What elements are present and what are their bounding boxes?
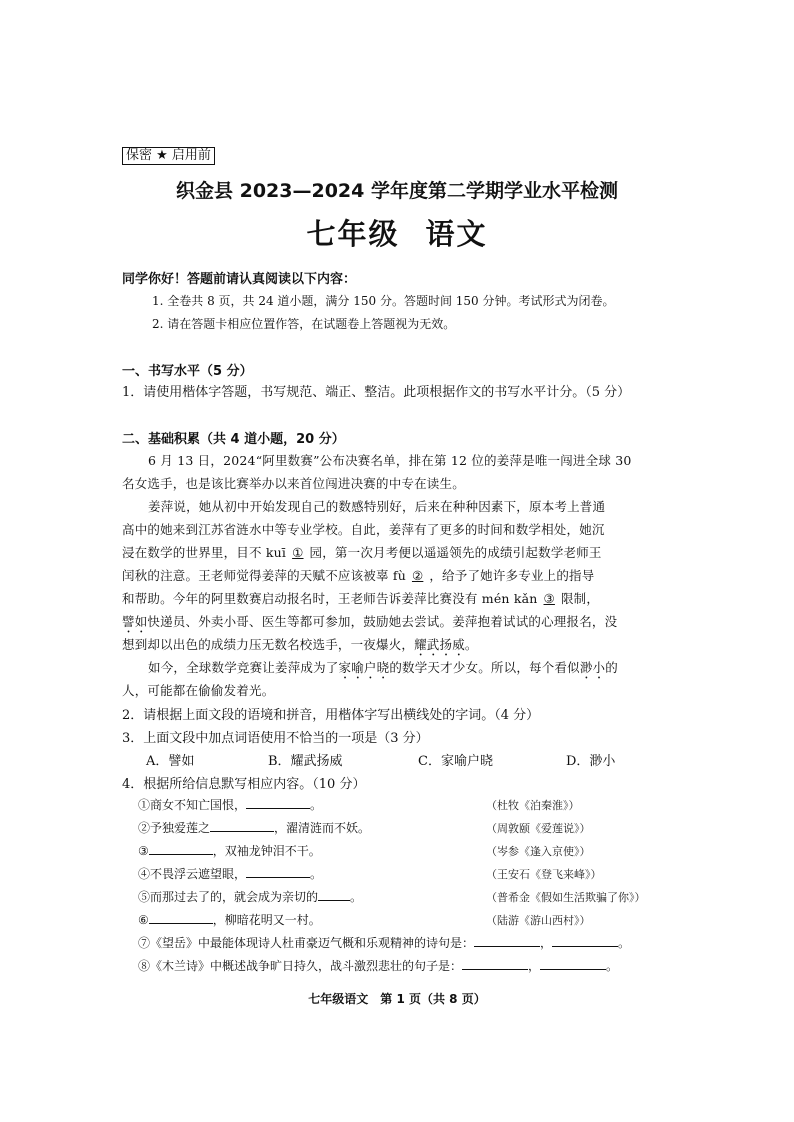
dotted-word-miaoxiao: 渺小 <box>579 660 606 675</box>
recite-item-4: ④不畏浮云遮望眼， 。 <box>138 867 323 881</box>
dotted-word-yaowu: 耀武扬威 <box>414 637 465 652</box>
passage-line: 人，可能都在偷偷发着光。 <box>122 683 275 698</box>
dotted-word-jiayu: 家喻户晓 <box>338 660 390 675</box>
answer-blank[interactable] <box>149 911 213 924</box>
question-3: 3．上面文段中加点词语使用不恰当的一项是（3 分） <box>122 731 429 746</box>
recite-source: （陆游《游山西村》） <box>486 914 591 927</box>
passage-line: 如今，全球数学竞赛让姜萍成为了家喻户晓的数学天才少女。所以，每个看似渺小的 <box>148 660 618 675</box>
recite-source: （周敦颐《爱莲说》） <box>486 822 591 835</box>
instructions-greeting: 同学你好！答题前请认真阅读以下内容： <box>122 272 357 287</box>
recite-source: （岑参《逢入京使》） <box>486 845 591 858</box>
answer-blank[interactable] <box>318 888 350 901</box>
recite-item-2: ②予独爱莲之 ，濯清涟而不妖。 <box>138 821 371 835</box>
question-4: 4．根据所给信息默写相应内容。（10 分） <box>122 777 366 792</box>
answer-blank[interactable] <box>149 842 213 855</box>
question-1: 1．请使用楷体字答题，书写规范、端正、整洁。此项根据作文的书写水平计分。（5 分） <box>122 385 631 400</box>
q3-option-d[interactable]: D．渺小 <box>566 754 616 769</box>
answer-blank[interactable] <box>474 934 540 947</box>
section-1-heading: 一、书写水平（5 分） <box>122 364 253 379</box>
passage-line: 譬如快递员、外卖小哥、医生等都可参加，鼓励她去尝试。姜萍抱着试试的心理报名，没 <box>122 614 618 629</box>
grade-label: 七年级 <box>306 217 400 251</box>
fill-blank-2[interactable]: ② <box>411 568 424 583</box>
dotted-word-piru: 譬如 <box>122 614 148 629</box>
fill-blank-1[interactable]: ① <box>292 545 304 560</box>
subject-title <box>0 212 794 253</box>
answer-blank[interactable] <box>210 819 274 832</box>
recite-source: （王安石《登飞来峰》） <box>486 868 602 881</box>
section-2-heading: 二、基础积累（共 4 道小题，20 分） <box>122 432 345 447</box>
passage-line: 和帮助。今年的阿里数赛启动报名时，王老师告诉姜萍比赛没有 mén kǎn ③ 限制， <box>122 591 600 606</box>
passage-line: 想到却以出色的成绩力压无数名校选手，一夜爆火，耀武扬威。 <box>122 637 478 652</box>
passage-line: 高中的她来到江苏省涟水中等专业学校。自此，姜萍有了更多的时间和数学相处，她沉 <box>122 522 605 537</box>
fill-blank-3[interactable]: ③ <box>543 591 555 606</box>
recite-item-6: ⑥ ，柳暗花明又一村。 <box>138 913 321 927</box>
page-footer: 七年级语文 第 1 页（共 8 页） <box>308 992 486 1006</box>
answer-blank[interactable] <box>246 865 310 878</box>
answer-blank[interactable] <box>552 934 618 947</box>
q3-option-b[interactable]: B．耀武扬威 <box>268 754 343 769</box>
answer-blank[interactable] <box>246 796 310 809</box>
passage-line: 6 月 13 日，2024“阿里数赛”公布决赛名单，排在第 12 位的姜萍是唯一闯进全球 30 <box>148 453 632 468</box>
exam-title: 织金县 2023—2024 学年度第二学期学业水平检测 <box>176 180 618 202</box>
recite-item-1: ①商女不知亡国恨， 。 <box>138 798 323 812</box>
passage-line: 浸在数学的世界里，目不 kuī ① 园，第一次月考便以遥遥领先的成绩引起数学老师王 <box>122 545 602 560</box>
recite-item-3: ③ ，双袖龙钟泪不干。 <box>138 844 321 858</box>
passage-line: 闰秋的注意。王老师觉得姜萍的天赋不应该被辜 fù ② ，给予了她许多专业上的指导 <box>122 568 595 583</box>
instruction-item-2: 2. 请在答题卡相应位置作答，在试题卷上答题视为无效。 <box>152 317 456 331</box>
answer-blank[interactable] <box>462 957 528 970</box>
subject-label: 语文 <box>425 217 488 251</box>
question-2: 2．请根据上面文段的语境和拼音，用楷体字写出横线处的字词。（4 分） <box>122 708 540 723</box>
recite-item-7: ⑦《望岳》中最能体现诗人杜甫豪迈气概和乐观精神的诗句是： ， 。 <box>138 936 631 950</box>
instruction-item-1: 1. 全卷共 8 页，共 24 道小题，满分 150 分。答题时间 150 分钟。考试形式为闭卷。 <box>152 294 615 308</box>
recite-item-5: ⑤而那过去了的，就会成为亲切的 。 <box>138 890 363 904</box>
answer-blank[interactable] <box>540 957 606 970</box>
recite-source: （杜牧《泊秦淮》） <box>486 799 580 812</box>
q3-option-c[interactable]: C．家喻户晓 <box>418 754 493 769</box>
recite-source: （普希金《假如生活欺骗了你》） <box>486 891 646 904</box>
passage-line: 姜萍说，她从初中开始发现自己的数感特别好，后来在种种因素下，原本考上普通 <box>148 499 606 514</box>
confidential-label: 保密 ★ 启用前 <box>122 147 215 165</box>
recite-item-8: ⑧《木兰诗》中概述战争旷日持久，战斗激烈悲壮的句子是： ， 。 <box>138 959 619 973</box>
passage-line: 名女选手，也是该比赛举办以来首位闯进决赛的中专在读生。 <box>122 476 465 491</box>
q3-option-a[interactable]: A．譬如 <box>146 754 195 769</box>
